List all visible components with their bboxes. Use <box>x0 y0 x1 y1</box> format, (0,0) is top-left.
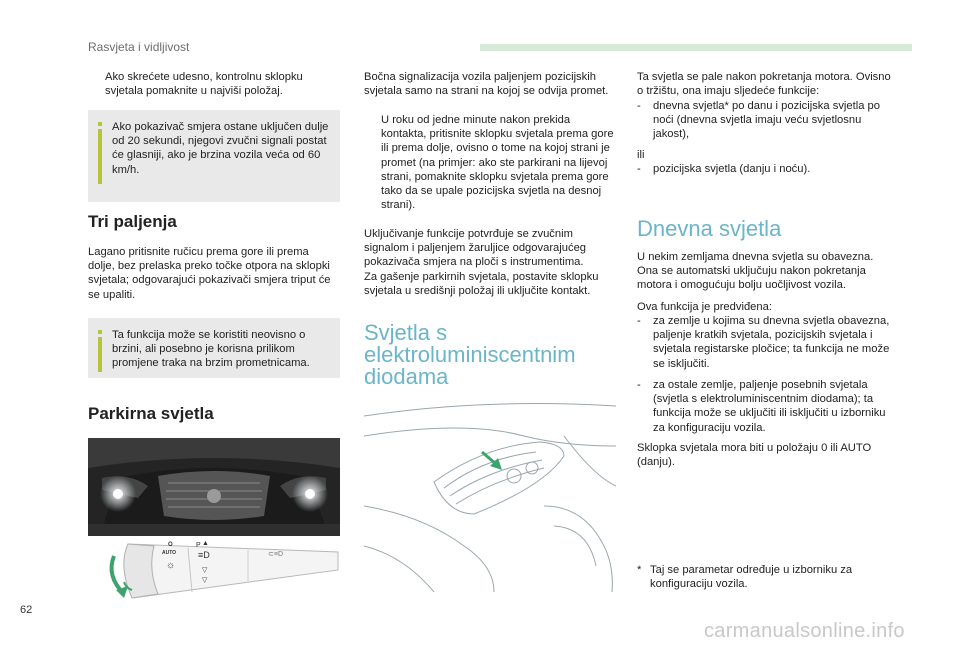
col3-paragraph-1: Ta svjetla se pale nakon pokretanja motora. Ovisno o tržištu, ona imaju sljedeće funkcije: <box>637 71 891 98</box>
car-front-image <box>88 438 340 536</box>
heading-led-lights <box>364 322 616 388</box>
down-arrow-icon: ▽ <box>202 577 208 584</box>
footnote <box>637 563 892 591</box>
note-box-2 <box>88 318 340 378</box>
header-bar <box>480 44 912 51</box>
note-text-1: Ako pokazivač smjera ostane uključen dulje od 20 sekundi, njegovi zvučni signali postat će glasniji, ako je brzina vozila veća od 60 km/h. <box>112 121 329 176</box>
dash-icon: - <box>637 379 641 391</box>
col3-dash-text-4: za ostale zemlje, paljenje posebnih svjetala (svjetla s elektroluminiscentnim diodama); ta funkcija može se uključiti ili isključiti u izborniku za konfiguraciju vozila. <box>653 379 886 434</box>
col3-paragraph-3: Ova funkcija je predviđena: <box>637 301 772 313</box>
col3-paragraph-2: U nekim zemljama dnevna svjetla su obavezna. Ona se automatski uključuju nakon pokretanja motora i omogućuju bolju uočljivost vozila. <box>637 251 874 292</box>
col1-bullet <box>88 70 338 98</box>
col2-paragraph-2: Uključivanje funkcije potvrđuje se zvučnim signalom i paljenjem žaruljice odgovarajućeg pokazivača smjera na ploči s instrumentima. <box>364 228 587 269</box>
dash-icon: - <box>637 315 641 327</box>
col3-paragraph-4: Sklopka svjetala mora biti u položaju 0 ili AUTO (danju). <box>637 442 872 469</box>
watermark: carmanualsonline.info <box>704 620 905 642</box>
section-title: Rasvjeta i vidljivost <box>88 40 190 54</box>
down-arrow-icon: ▽ <box>202 567 208 574</box>
heading-led-line-1: Svjetla s <box>364 320 448 345</box>
wiper-icon: ⊂≡D <box>268 551 284 558</box>
dash-icon: - <box>637 100 641 112</box>
heading-parkirna-svjetla: Parkirna svjetla <box>88 404 214 423</box>
col2-paragraph-1: Bočna signalizacija vozila paljenjem pozicijskih svjetala samo na strani na kojoj se odvija promet. <box>364 71 609 98</box>
switch-position-o: O <box>168 542 173 548</box>
info-icon <box>98 330 102 372</box>
col3-dash-item-2 <box>637 162 892 176</box>
col3-dash-item-3 <box>637 314 892 371</box>
col3-dash-item-1 <box>637 99 892 142</box>
led-headlamp-drawing <box>364 396 616 592</box>
switch-position-p: P <box>196 542 201 549</box>
bullet-icon <box>88 70 105 98</box>
switch-position-auto: AUTO <box>162 550 177 556</box>
dash-icon: - <box>637 163 641 175</box>
light-switch-stalk-image <box>88 536 340 606</box>
info-icon <box>98 122 102 184</box>
footnote-star: * <box>637 564 642 576</box>
heading-dnevna-svjetla: Dnevna svjetla <box>637 216 782 241</box>
note-box-1 <box>88 110 340 202</box>
footnote-text: Taj se parametar određuje u izborniku za konfiguraciju vozila. <box>650 564 853 591</box>
heading-led-line-3: diodama <box>364 364 449 389</box>
col3-ili: ili <box>637 149 645 161</box>
col3-dash-text-2: pozicijska svjetla (danju i noću). <box>653 163 811 175</box>
col1-bullet-text: Ako skrećete udesno, kontrolnu sklopku svjetala pomaknite u najviši položaj. <box>105 71 303 98</box>
col3-dash-item-4 <box>637 378 892 435</box>
col2-bullet <box>364 113 616 212</box>
heading-led-line-2: elektroluminiscentnim <box>364 342 576 367</box>
col2-paragraph-3: Za gašenje parkirnih svjetala, postavite sklopku svjetala u središnji položaj ili uključite kontakt. <box>364 271 599 298</box>
col3-dash-text-1: dnevna svjetla* po danu i pozicijska svjetla po noći (dnevna svjetla imaju veću svjetlosnu jakost), <box>653 100 880 141</box>
headlight-icon: ≡D <box>198 550 210 560</box>
bullet-icon <box>364 113 381 212</box>
heading-tri-paljenja: Tri paljenja <box>88 212 177 231</box>
sidelight-icon: ☼ <box>166 560 176 571</box>
note-text-2: Ta funkcija može se koristiti neovisno o brzini, ali posebno je korisna prilikom promjene traka na brzim prometnicama. <box>112 329 310 370</box>
col2-bullet-text: U roku od jedne minute nakon prekida kontakta, pritisnite sklopku svjetala prema gore ili prema dolje, ovisno o tome na kojoj strani je promet (na primjer: ako ste parkirani na lijevoj strani, pomaknite sklopku svjetala prema gore tako da se upale pozicijska svjetla na desnoj strani). <box>381 114 614 212</box>
page-number: 62 <box>20 604 33 616</box>
col1-paragraph: Lagano pritisnite ručicu prema gore ili prema dolje, bez prelaska preko točke otpora na sklopki svjetala; odgovarajući pokazivači smjera triput će se upaliti. <box>88 246 331 301</box>
up-arrow-icon: ▲ <box>202 540 209 547</box>
col3-dash-text-3: za zemlje u kojima su dnevna svjetla obavezna, paljenje kratkih svjetala, pozicijskih svjetala i svjetala registarske pločice; ta funkcija ne može se isključiti. <box>653 315 890 370</box>
